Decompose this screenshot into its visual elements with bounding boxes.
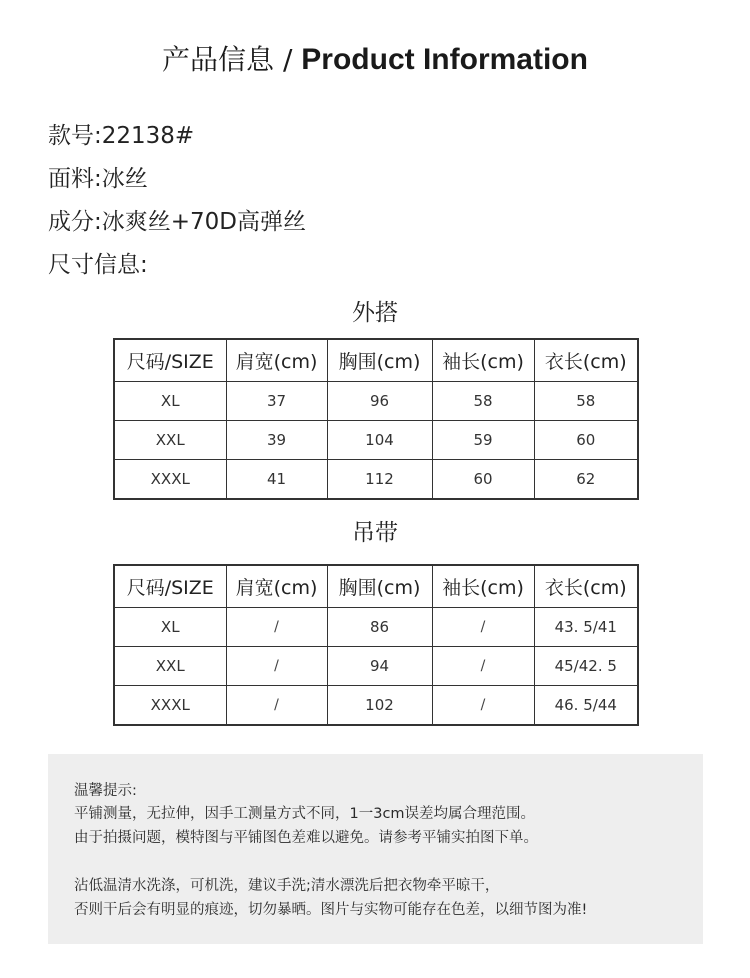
header-cell: 尺码/SIZE bbox=[114, 565, 226, 608]
table-cell: 59 bbox=[432, 421, 534, 460]
table-cell: 41 bbox=[226, 460, 327, 500]
table-cell: 102 bbox=[327, 686, 432, 726]
table-cell: 60 bbox=[432, 460, 534, 500]
table-header-row bbox=[114, 339, 638, 382]
header-cell: 肩宽(cm) bbox=[226, 565, 327, 608]
header-cell: 衣长(cm) bbox=[534, 565, 638, 608]
table-cell: 46. 5/44 bbox=[534, 686, 638, 726]
table-cell: 43. 5/41 bbox=[534, 608, 638, 647]
care-notice bbox=[48, 754, 703, 944]
table-row bbox=[114, 608, 638, 647]
table-header-row bbox=[114, 565, 638, 608]
table-cell: 58 bbox=[432, 382, 534, 421]
page-title-cn: 产品信息 / bbox=[162, 43, 302, 76]
table-row bbox=[114, 686, 638, 726]
page-title bbox=[0, 40, 750, 80]
notice-line: 平铺测量，无拉伸，因手工测量方式不同，1一3cm误差均属合理范围。 bbox=[74, 806, 536, 822]
table-cell: 45/42. 5 bbox=[534, 647, 638, 686]
table-row bbox=[114, 460, 638, 500]
size-table-outerwear bbox=[113, 338, 639, 500]
table-cell: XXL bbox=[114, 647, 226, 686]
notice-line: 沾低温清水洗涤，可机洗，建议手洗;清水漂洗后把衣物牵平晾干， bbox=[74, 878, 500, 894]
table-cell: 37 bbox=[226, 382, 327, 421]
table-cell: XL bbox=[114, 382, 226, 421]
table-cell: 58 bbox=[534, 382, 638, 421]
table-cell: 104 bbox=[327, 421, 432, 460]
table-cell: / bbox=[432, 647, 534, 686]
header-cell: 尺码/SIZE bbox=[114, 339, 226, 382]
header-cell: 袖长(cm) bbox=[432, 565, 534, 608]
table-cell: / bbox=[432, 686, 534, 726]
notice-heading: 温馨提示: bbox=[74, 783, 137, 799]
header-cell: 袖长(cm) bbox=[432, 339, 534, 382]
table-cell: 86 bbox=[327, 608, 432, 647]
table-cell: 112 bbox=[327, 460, 432, 500]
header-cell: 肩宽(cm) bbox=[226, 339, 327, 382]
notice-line: 由于拍摄问题，模特图与平铺图色差难以避免。请参考平铺实拍图下单。 bbox=[74, 830, 538, 846]
table-cell: XXXL bbox=[114, 686, 226, 726]
table-cell: 94 bbox=[327, 647, 432, 686]
table-cell: 62 bbox=[534, 460, 638, 500]
table-cell: 60 bbox=[534, 421, 638, 460]
notice-line: 否则干后会有明显的痕迹，切勿暴晒。图片与实物可能存在色差，以细节图为准! bbox=[74, 902, 588, 918]
table-title-camisole: 吊带 bbox=[352, 520, 398, 546]
table-cell: XL bbox=[114, 608, 226, 647]
style-number: 款号:22138# bbox=[48, 123, 195, 149]
fabric: 面料:冰丝 bbox=[48, 166, 148, 192]
page-title-en: Product Information bbox=[301, 43, 588, 76]
table-cell: XXL bbox=[114, 421, 226, 460]
header-cell: 胸围(cm) bbox=[327, 339, 432, 382]
table-cell: XXXL bbox=[114, 460, 226, 500]
table-row bbox=[114, 647, 638, 686]
table-cell: / bbox=[226, 686, 327, 726]
table-cell: / bbox=[226, 608, 327, 647]
table-cell: / bbox=[432, 608, 534, 647]
table-row bbox=[114, 421, 638, 460]
size-info-label: 尺寸信息: bbox=[48, 252, 148, 278]
size-table-camisole bbox=[113, 564, 639, 726]
header-cell: 衣长(cm) bbox=[534, 339, 638, 382]
composition: 成分:冰爽丝+70D高弹丝 bbox=[48, 209, 306, 235]
table-cell: / bbox=[226, 647, 327, 686]
table-cell: 39 bbox=[226, 421, 327, 460]
table-title-outerwear: 外搭 bbox=[352, 300, 398, 326]
table-cell: 96 bbox=[327, 382, 432, 421]
header-cell: 胸围(cm) bbox=[327, 565, 432, 608]
table-row bbox=[114, 382, 638, 421]
